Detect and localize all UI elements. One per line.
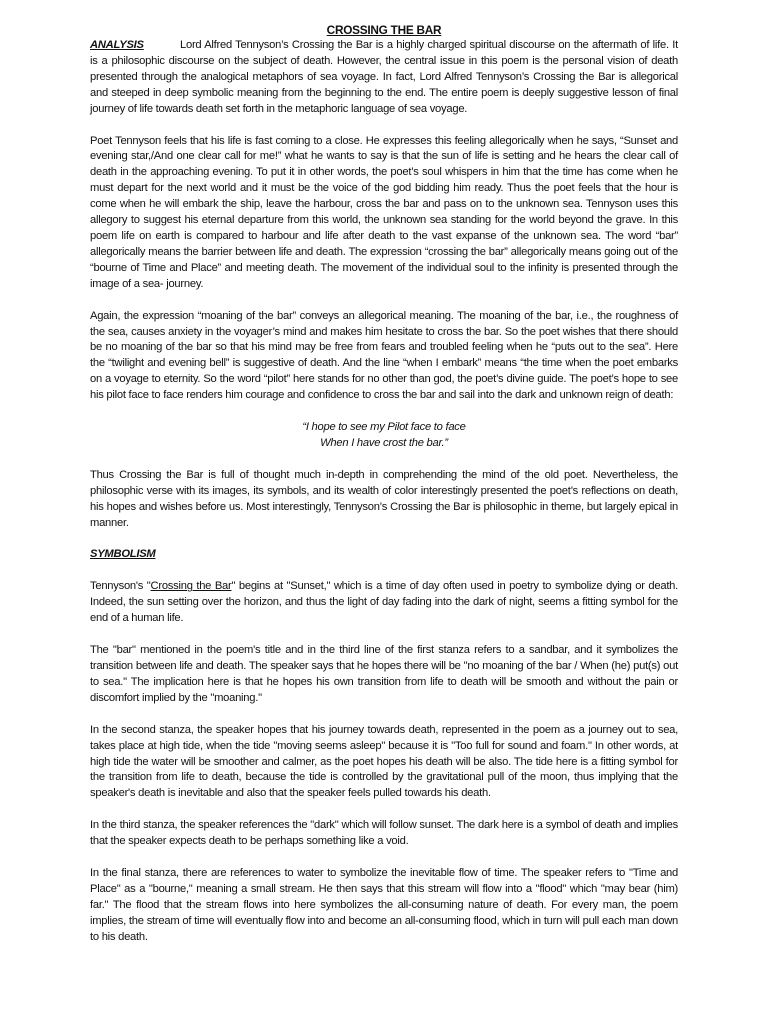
analysis-paragraph-1 bbox=[90, 38, 678, 118]
symbolism-paragraph-1 bbox=[90, 579, 678, 627]
symbolism-paragraph-5: In the final stanza, there are references to water to symbolize the inevitable flow of time. The speaker refers to "Time and Place" as a "bourne," meaning a small stream. He then says that this stream will flow into a "flood" which "may bear (him) far." The flood that the stream flows into here symbolizes the all-consuming nature of death. For every man, the poem implies, the stream of time will eventually flow into and become an all-consuming flood, which in turn will pull each man down to his death. bbox=[90, 867, 678, 943]
symbolism-paragraph-1-pre: Tennyson's " bbox=[90, 580, 151, 593]
symbolism-heading-row bbox=[90, 547, 678, 563]
document-page bbox=[90, 22, 678, 962]
analysis-heading: ANALYSIS bbox=[90, 39, 144, 51]
symbolism-paragraph-4: In the third stanza, the speaker references the "dark" which will follow sunset. The dark here is a symbol of death and implies that the speaker expects death to be perhaps something like a void. bbox=[90, 819, 678, 848]
poem-quote-line-2: When I have crost the bar.” bbox=[320, 436, 448, 449]
poem-quote bbox=[90, 420, 678, 452]
symbolism-heading: SYMBOLISM bbox=[90, 548, 156, 561]
symbolism-paragraph-3: In the second stanza, the speaker hopes that his journey towards death, represented in the poem as a journey out to sea, takes place at high tide, when the tide "moving seems asleep" because it is "Too full for sound and foam." In other words, at high tide the water will be smoother and calmer, as the poet hopes his death will be also. The tide here is a fitting symbol for the transition from life to death, because the tide is controlled by the gravitational pull of the moon, thus implying that the speaker's death is inevitable and also that the speaker feels pulled towards his death. bbox=[90, 723, 678, 800]
symbolism-paragraph-1-post: " begins at "Sunset," which is a time of day often used in poetry to symbolize dying or death. Indeed, the sun setting over the horizon, and thus the light of day fading into the dark of night, seems a fitting symbol for the end of a human life. bbox=[90, 580, 679, 625]
poem-quote-line-1: “I hope to see my Pilot face to face bbox=[302, 421, 466, 434]
analysis-paragraph-2: Poet Tennyson feels that his life is fast coming to a close. He expresses this feeling allegorically when he says, “Sunset and evening star,/And one clear call for me!” what he wants to say is that the sun of life is setting and he hears the clear call of death in the approaching evening. To put it in other words, the poet’s soul whispers in him that the time has come when he must depart for the next world and it must be the voice of the god bidding him ready. Thus the poet feels that the hour is come when he will embark the ship, leave the harbour, cross the bar and pass on to the unknown sea. Tennyson uses this allegory to suggest his eternal departure from this world, the unknown sea standing for the world beyond the grave. In this poem life on earth is compared to harbour and life after death to the vast expanse of the unknown sea. The word “bar” allegorically means the barrier between life and death. The expression “crossing the bar” allegorically means going out of the “bourne of Time and Place” and meeting death. The movement of the individual soul to the infinity is presented through the image of a sea- journey. bbox=[90, 134, 678, 290]
analysis-paragraph-1-text: Lord Alfred Tennyson’s Crossing the Bar is a highly charged spiritual discourse on the aftermath of life. It is a philosophic discourse on the subject of death. However, the central issue in this poem is the personal vision of death presented through the analogical metaphors of sea voyage. In fact, Lord Alfred Tennyson’s Crossing the Bar is allegorical and steeped in deep symbolic meaning from the beginning to the end. The entire poem is deeply suggestive lesson of final journey of life towards death set forth in the metaphoric language of sea voyage. bbox=[90, 39, 678, 115]
symbolism-paragraph-2: The "bar" mentioned in the poem's title and in the third line of the first stanza refers to a sandbar, and it symbolizes the transition between life and death. The speaker says that he hopes there will be "no moaning of the bar / When (he) put(s) out to sea." The implication here is that he hopes his own transition from life to death will be smooth and without the pain or discomfort implied by the "moaning." bbox=[90, 644, 678, 704]
poem-title-link[interactable]: Crossing the Bar bbox=[150, 580, 232, 593]
analysis-paragraph-4: Thus Crossing the Bar is full of thought much in-depth in comprehending the mind of the old poet. Nevertheless, the philosophic verse with its images, its symbols, and its wealth of color interestingly presented the poet’s reflections on death, his hopes and wishes before us. Most interestingly, Tennyson’s Crossing the Bar is philosophic in theme, but largely epical in manner. bbox=[90, 468, 678, 529]
document-title: CROSSING THE BAR bbox=[326, 23, 442, 37]
analysis-paragraph-3: Again, the expression “moaning of the bar” conveys an allegorical meaning. The moaning of the bar, i.e., the roughness of the sea, causes anxiety in the voyager’s mind and makes him hesitate to cross the bar. So the poet wishes that there should be no moaning of the bar so that his mind may be free from fears and troubled feeling when he “puts out to the sea”. Here the “twilight and evening bell” is suggestive of death. And the line “when I embark” means “the time when the poet embarks on a voyage to eternity. So the word “pilot” here stands for no other than god, the poet’s divine guide. The poet’s hope to see his pilot face to face renders him courage and confidence to cross the bar and sail into the dark and unknown reign of death: bbox=[90, 309, 678, 402]
